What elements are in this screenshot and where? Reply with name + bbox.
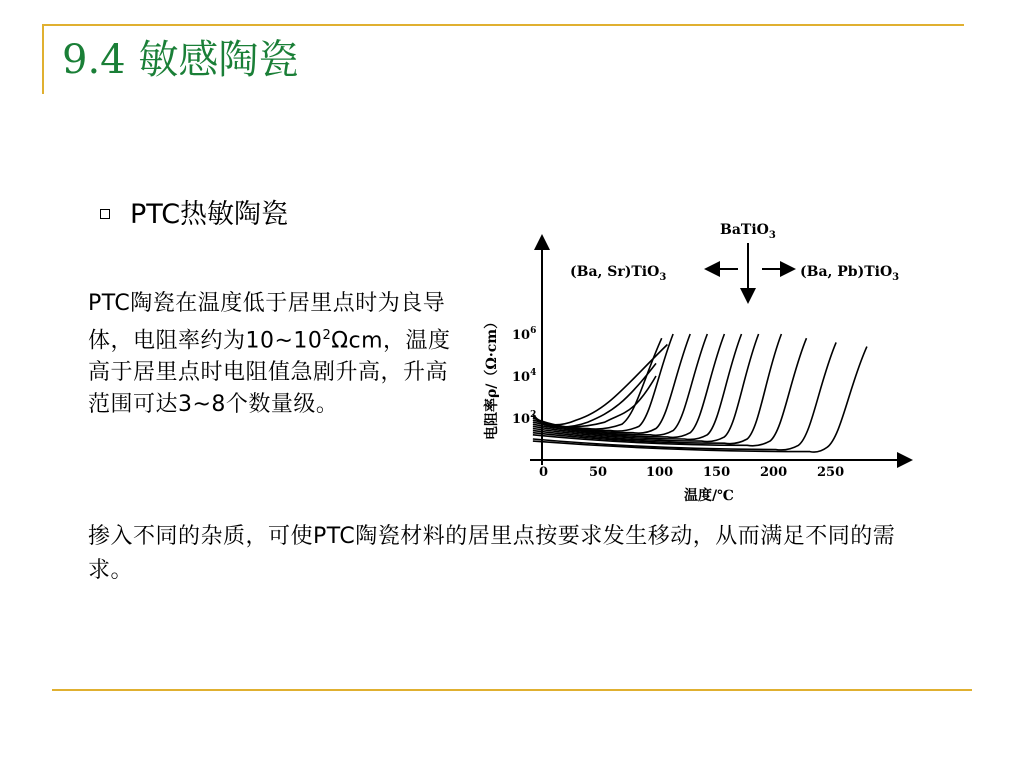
doping-paragraph: 掺入不同的杂质，可使PTC陶瓷材料的居里点按要求发生移动，从而满足不同的需求。 (88, 524, 896, 583)
annotation-ba-pb: (Ba, Pb)TiO$_3$ (800, 264, 900, 283)
x-axis-label: 温度/℃ (684, 488, 734, 504)
resistivity-curve (533, 334, 725, 437)
para1-prefix: PTC陶瓷在温度低于居里点时为良导体，电阻率约为10~10 (88, 291, 446, 354)
para1-suffix: Ωcm，温度高于居里点时电阻值急剧升高，升高范围可达3~8个数量级。 (88, 328, 451, 418)
annotation-batio3: BaTiO$_3$ (720, 222, 776, 241)
para1-superscript: 2 (322, 328, 332, 343)
annotation-ba-sr: (Ba, Sr)TiO$_3$ (570, 264, 667, 283)
y-tick-label: $10^4$ (512, 368, 537, 385)
x-tick-label: 100 (646, 465, 674, 480)
x-tick-label: 0 (539, 465, 549, 480)
resistivity-curve (533, 334, 707, 435)
resistivity-curve (533, 338, 662, 429)
top-rule (42, 24, 964, 26)
bullet-text: PTC热敏陶瓷 (130, 199, 289, 230)
x-tick-label: 50 (589, 465, 608, 480)
ptc-resistivity-chart (470, 210, 940, 510)
square-bullet-icon (100, 209, 110, 219)
x-tick-label: 200 (760, 465, 788, 480)
bottom-rule (52, 689, 972, 691)
x-tick-label: 150 (703, 465, 731, 480)
y-tick-label: $10^6$ (512, 326, 537, 343)
left-rule (42, 24, 44, 94)
resistivity-curve (533, 363, 656, 426)
description-paragraph (88, 288, 460, 421)
bullet-heading (100, 192, 288, 231)
slide-title: 9.4 敏感陶瓷 (62, 37, 299, 83)
y-tick-label: $10^2$ (512, 410, 537, 427)
x-tick-label: 250 (817, 465, 845, 480)
y-axis-label: 电阻率ρ/（Ω·cm） (484, 314, 500, 440)
